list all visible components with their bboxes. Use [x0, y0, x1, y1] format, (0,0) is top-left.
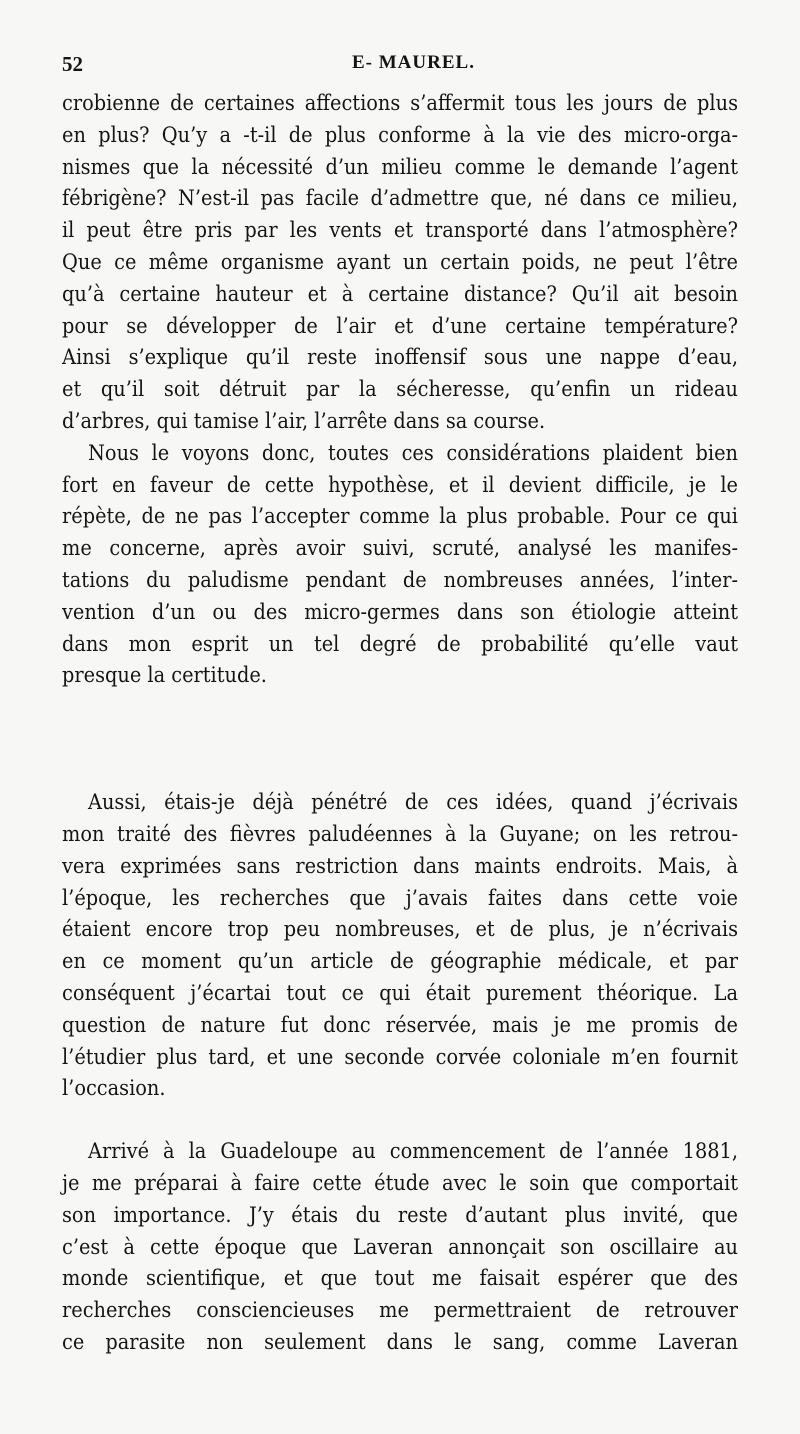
paragraph-2	[62, 438, 738, 692]
text-line: vention d’un ou des micro-germes dans son étiologie atteint	[62, 599, 738, 625]
paragraph-1	[62, 88, 738, 438]
text-line: qu’à certaine hauteur et à certaine distance? Qu’il ait besoin	[62, 281, 738, 307]
text-line: étaient encore trop peu nombreuses, et de plus, je n’écrivais	[62, 917, 738, 943]
text-line: Ainsi s’explique qu’il reste inoffensif sous une nappe d’eau,	[62, 345, 738, 371]
text-line: Arrivé à la Guadeloupe au commencement de l’année 1881,	[88, 1139, 738, 1165]
text-line: presque la certitude.	[62, 663, 267, 689]
text-line: en ce moment qu’un article de géographie médicale, et par	[62, 949, 738, 975]
text-line: fébrigène? N’est-il pas facile d’admettre que, né dans ce milieu,	[62, 186, 738, 212]
text-line: il peut être pris par les vents et transporté dans l’atmosphère?	[62, 218, 738, 244]
text-line: crobienne de certaines affections s’affermit tous les jours de plus	[62, 91, 738, 116]
paragraph-3	[62, 787, 738, 1105]
text-line: son importance. J’y étais du reste d’autant plus invité, que	[62, 1202, 738, 1228]
text-line: et qu’il soit détruit par la sécheresse, qu’enfin un rideau	[62, 377, 738, 403]
text-line: conséquent j’écartai tout ce qui était purement théorique. La	[62, 980, 738, 1006]
text-line: recherches consciencieuses me permettraient de retrouver	[62, 1298, 738, 1324]
text-line: me concerne, après avoir suivi, scruté, analysé les manifes-	[62, 536, 738, 562]
section-gap	[62, 692, 738, 787]
running-head: E- MAUREL.	[352, 52, 475, 73]
text-line: Nous le voyons donc, toutes ces considérations plaident bien	[88, 440, 738, 466]
text-line: répète, de ne pas l’accepter comme la plus probable. Pour ce qui	[62, 504, 738, 530]
text-line: l’occasion.	[62, 1076, 166, 1102]
text-line: c’est à cette époque que Laveran annonçait son oscillaire au	[62, 1234, 738, 1260]
text-line: dans mon esprit un tel degré de probabilité qu’elle vaut	[62, 631, 738, 657]
body-text	[62, 88, 738, 1359]
section-gap	[62, 1105, 738, 1136]
text-line: Aussi, étais-je déjà pénétré de ces idées, quand j’écrivais	[88, 790, 738, 816]
text-line: en plus? Qu’y a -t-il de plus conforme à la vie des micro-orga-	[62, 122, 738, 148]
text-line: mon traité des fièvres paludéennes à la Guyane; on les retrou-	[62, 821, 738, 847]
text-line: vera exprimées sans restriction dans maints endroits. Mais, à	[62, 853, 738, 879]
text-line: fort en faveur de cette hypothèse, et il devient difficile, je le	[62, 472, 738, 498]
page-header	[62, 52, 738, 82]
text-line: tations du paludisme pendant de nombreuses années, l’inter-	[62, 567, 738, 593]
text-line: nismes que la nécessité d’un milieu comme le demande l’agent	[62, 154, 738, 180]
text-line: question de nature fut donc réservée, mais je me promis de	[62, 1012, 738, 1038]
text-line: l’époque, les recherches que j’avais faites dans cette voie	[62, 885, 738, 911]
text-line: pour se développer de l’air et d’une certaine température?	[62, 313, 738, 339]
text-line: Que ce même organisme ayant un certain poids, ne peut l’être	[62, 249, 738, 275]
text-line: monde scientifique, et que tout me faisait espérer que des	[62, 1266, 738, 1292]
text-line: d’arbres, qui tamise l’air, l’arrête dans sa course.	[62, 408, 546, 434]
text-line: je me préparai à faire cette étude avec le soin que comportait	[62, 1170, 738, 1196]
text-line: l’étudier plus tard, et une seconde corvée coloniale m’en fournit	[62, 1044, 738, 1070]
paragraph-4	[62, 1136, 738, 1359]
page-number: 52	[62, 52, 83, 76]
text-line: ce parasite non seulement dans le sang, comme Laveran	[62, 1329, 738, 1355]
